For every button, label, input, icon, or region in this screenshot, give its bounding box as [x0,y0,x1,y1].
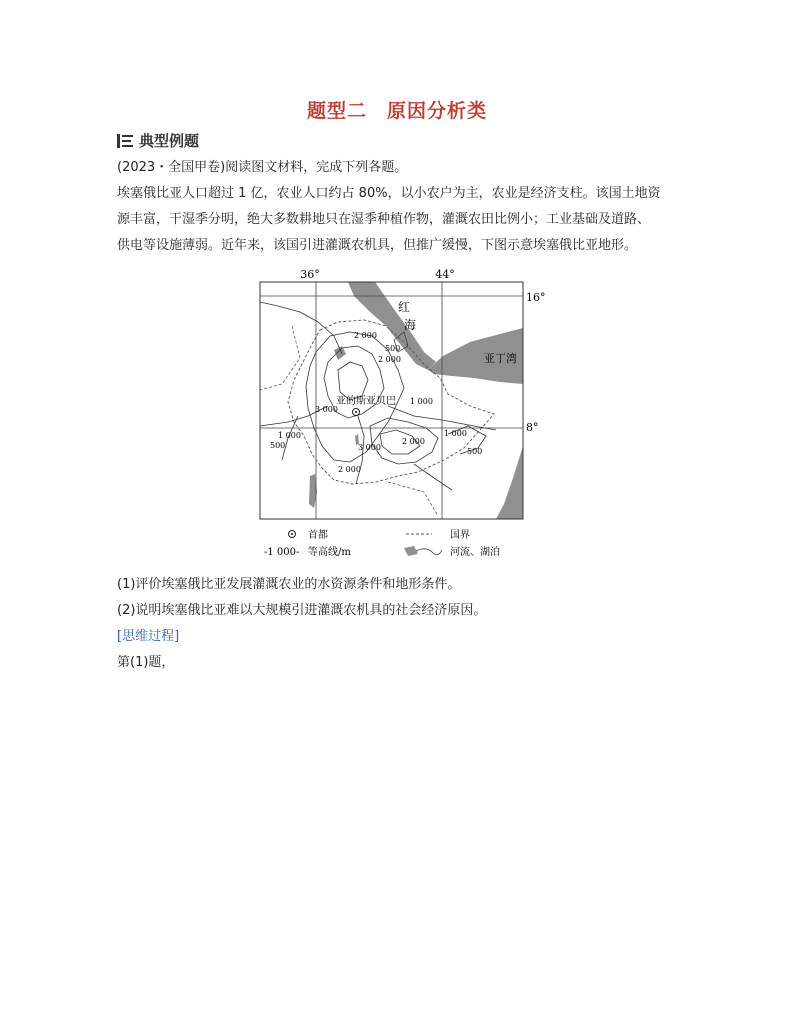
map-legend [264,528,500,558]
gulf-label: 亚丁湾 [484,352,517,365]
question-source: (2023・全国甲卷)阅读图文材料，完成下列各题。 [117,160,408,175]
page-title: 题型二 原因分析类 [306,100,487,122]
material-line-2: 源丰富，干湿季分明，绝大多数耕地只在湿季种植作物，灌溉农田比例小；工业基础及道路、 [117,212,651,227]
ethiopia-terrain-map [238,266,558,562]
legend-boundary: 国界 [450,530,470,541]
legend-capital: 首都 [308,530,328,541]
contour-label: 500 [270,441,286,450]
capital-label: 亚的斯亚贝巴 [336,396,396,407]
answer-start: 第(1)题， [117,655,175,670]
contour-label: 500 [385,344,401,353]
lon-label-36: 36° [300,268,320,281]
legend-river-lake: 河流、湖泊 [450,547,500,558]
contour-label: 3 000 [315,405,338,414]
legend-contour: 等高线/m [308,547,351,558]
lat-label-16: 16° [526,291,546,304]
lon-label-44: 44° [435,268,455,281]
contour-label: 2 000 [402,437,425,446]
red-sea-label-2: 海 [404,318,417,332]
section-heading [117,130,199,151]
sub-question-2: (2)说明埃塞俄比亚难以大规模引进灌溉农机具的社会经济原因。 [117,603,487,618]
contour-label: 1 000 [410,397,433,406]
list-icon [117,134,133,148]
contour-label: 2 000 [354,331,377,340]
red-sea-label-1: 红 [398,300,411,314]
contour-label: 1 000 [278,431,301,440]
material-line-3: 供电等设施薄弱。近年来，该国引进灌溉农机具，但推广缓慢，下图示意埃塞俄比亚地形。 [117,238,638,253]
contour-label: 2 000 [378,355,401,364]
contour-label: 1 000 [444,429,467,438]
indian-ocean [496,446,523,519]
section-heading-text: 典型例题 [139,132,200,150]
material-line-1: 埃塞俄比亚人口超过 1 亿，农业人口约占 80%，以小农户为主，农业是经济支柱。该国土地资 [117,186,661,201]
contour-label: 2 000 [338,465,361,474]
contour-label: 3 000 [358,443,381,452]
contour-label: 500 [467,447,483,456]
sub-question-1: (1)评价埃塞俄比亚发展灌溉农业的水资源条件和地形条件。 [117,577,461,592]
lat-label-8: 8° [526,421,539,434]
legend-contour-sample: -1 000- [264,547,300,558]
thinking-process-label: [思维过程] [117,629,180,644]
